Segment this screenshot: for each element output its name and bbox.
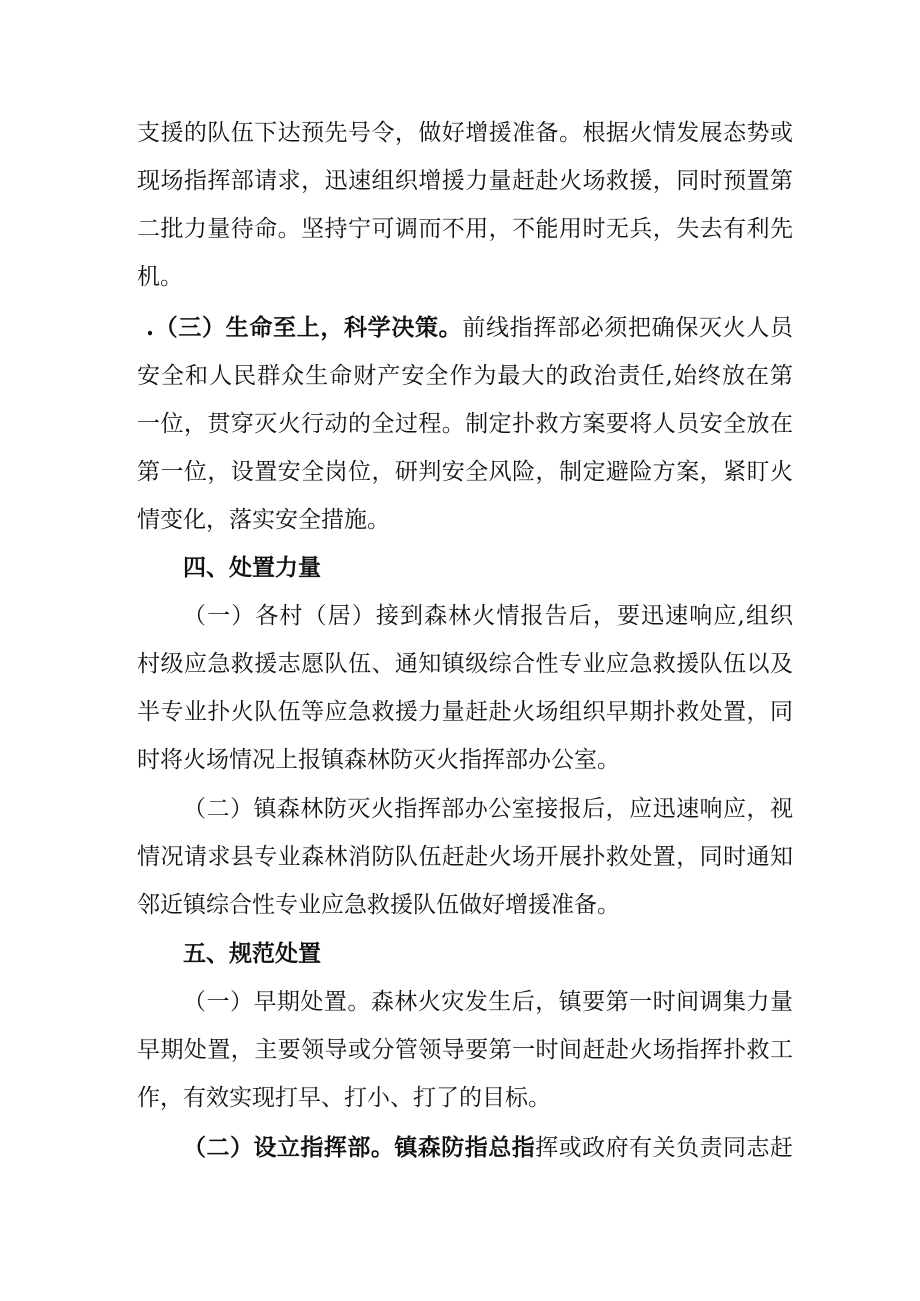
paragraph-line: 半专业扑火队伍等应急救援力量赶赴火场组织早期扑救处置，同 [137,699,793,725]
paragraph-line: 村级应急救援志愿队伍、通知镇级综合性专业应急救援队伍以及 [137,651,793,677]
subsection-title: .（三）生命至上，科学决策。 [146,314,463,341]
paragraph-line: 机。 [137,264,183,290]
section-heading-5: 五、规范处置 [183,940,321,967]
subsection-text: 挥或政府有关负责同志赶 [535,1135,793,1161]
subsection-line [183,1133,793,1163]
paragraph-line: 时将火场情况上报镇森林防灭火指挥部办公室。 [137,747,620,773]
paragraph-line: 早期处置，主要领导或分管领导要第一时间赶赴火场指挥扑救工 [137,1037,793,1063]
subsection-text: 前线指挥部必须把确保灭火人员 [462,315,793,341]
paragraph-line: （二）镇森林防灭火指挥部办公室接报后，应迅速响应，视 [183,796,793,822]
paragraph-line: 情况请求县专业森林消防队伍赶赴火场开展扑救处置，同时通知 [137,844,793,870]
paragraph-line: 邻近镇综合性专业应急救援队伍做好增援准备。 [137,892,620,918]
subsection-title: （二）设立指挥部。镇森防指总指 [183,1134,536,1161]
paragraph-line: 现场指挥部请求，迅速组织增援力量赶赴火场救援，同时预置第 [137,168,793,194]
paragraph-line: 安全和人民群众生命财产安全作为最大的政治责任,始终放在第 [137,363,793,389]
section-heading-4: 四、处置力量 [183,554,321,581]
paragraph-line: 情变化，落实安全措施。 [137,507,390,533]
paragraph-line: 支援的队伍下达预先号令，做好增援准备。根据火情发展态势或 [137,120,793,146]
paragraph-line: （一）早期处置。森林火灾发生后，镇要第一时间调集力量 [183,989,793,1015]
section-3-line [146,313,793,343]
paragraph-line: 作，有效实现打早、打小、打了的目标。 [137,1085,551,1111]
paragraph-line: 二批力量待命。坚持宁可调而不用，不能用时无兵，失去有利先 [137,216,793,242]
paragraph-line: 第一位，设置安全岗位，研判安全风险，制定避险方案，紧盯火 [137,459,793,485]
paragraph-line: 一位，贯穿灭火行动的全过程。制定扑救方案要将人员安全放在 [137,411,793,437]
paragraph-line: （一）各村（居）接到森林火情报告后，要迅速响应,组织 [183,603,793,629]
